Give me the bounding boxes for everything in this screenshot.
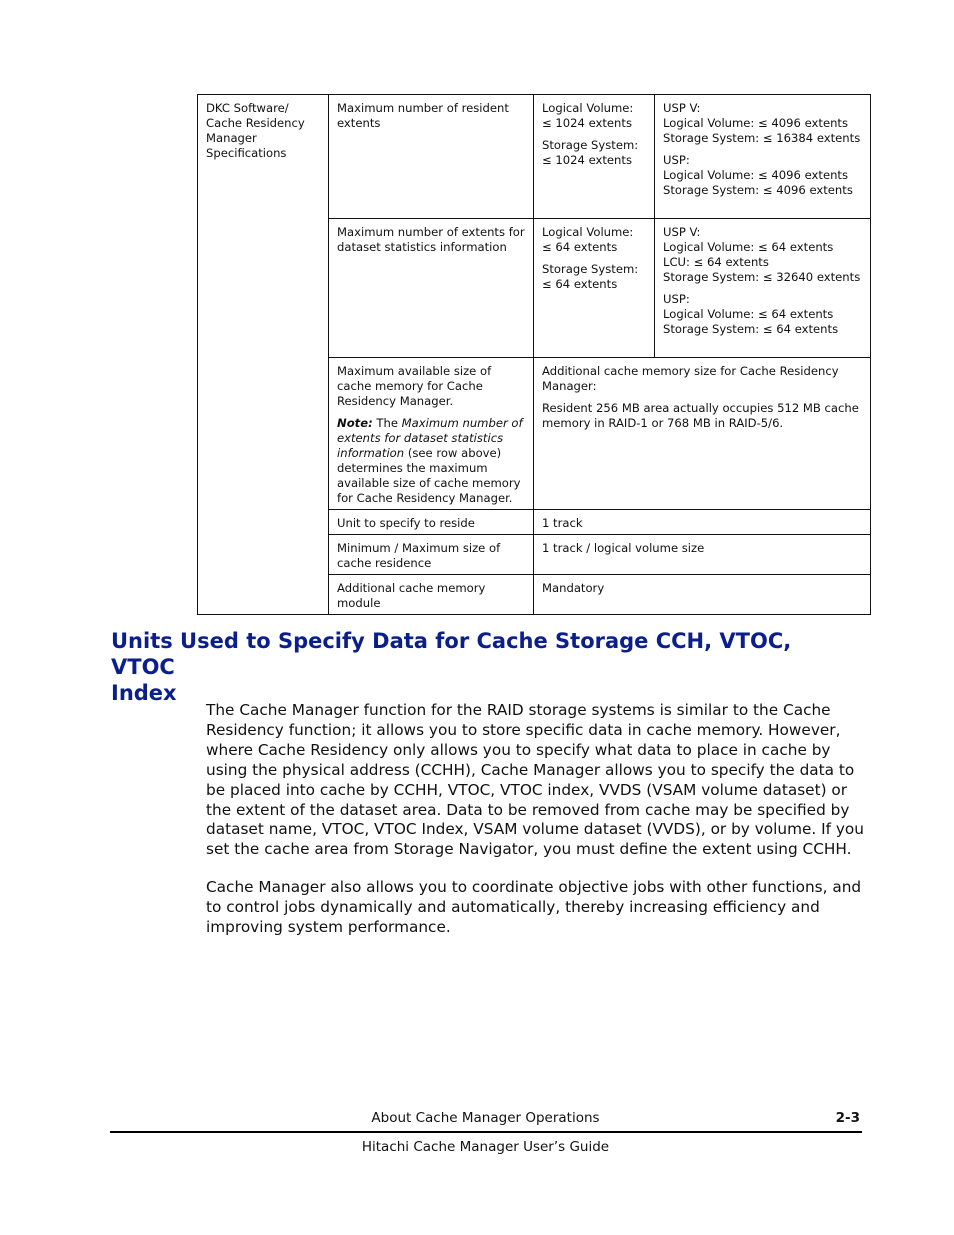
model-line: Logical Volume: ≤ 4096 extents <box>663 168 849 182</box>
note-text: (see row above) determines the maximum available size of cache memory for Cache Residency Manager. <box>337 446 521 505</box>
limit-cell <box>534 219 655 358</box>
footer-divider <box>110 1131 862 1133</box>
limit-group <box>542 101 646 131</box>
row-label: Maximum number of extents for dataset statistics information <box>337 225 525 254</box>
value-cell <box>534 510 871 535</box>
category-line: Specifications <box>206 146 287 160</box>
model-line: Storage System: ≤ 4096 extents <box>663 183 853 197</box>
model-line: Storage System: ≤ 64 extents <box>663 322 839 336</box>
category-line: Cache Residency <box>206 116 305 130</box>
limit-line: Storage System: <box>542 138 639 152</box>
value-line: Additional cache memory size for Cache Residency Manager: <box>542 364 839 393</box>
note-reference: Maximum number of extents for dataset statistics information <box>337 416 523 460</box>
value-line: 1 track <box>542 516 583 530</box>
category-cell <box>198 95 329 615</box>
row-label-cell <box>329 95 534 219</box>
row-label: Minimum / Maximum size of cache residence <box>337 541 501 570</box>
model-line: Storage System: ≤ 16384 extents <box>663 131 861 145</box>
page-number: 2-3 <box>835 1110 860 1126</box>
limit-line: Storage System: <box>542 262 639 276</box>
value-cell <box>534 535 871 575</box>
model-group <box>663 101 862 146</box>
model-line: Logical Volume: ≤ 4096 extents <box>663 116 849 130</box>
section-heading-line: Index <box>111 681 177 705</box>
footer-chapter-title: About Cache Manager Operations <box>371 1110 600 1126</box>
model-group <box>663 153 862 198</box>
limit-group <box>542 138 646 168</box>
model-line: USP: <box>663 292 690 306</box>
model-line: Logical Volume: ≤ 64 extents <box>663 240 834 254</box>
model-line: USP V: <box>663 225 701 239</box>
row-label: Unit to specify to reside <box>337 516 475 530</box>
section-heading <box>111 628 851 706</box>
specifications-table <box>197 94 871 615</box>
limit-line: ≤ 1024 extents <box>542 153 632 167</box>
limit-cell <box>534 95 655 219</box>
section-body <box>206 701 866 956</box>
limit-line: ≤ 64 extents <box>542 277 618 291</box>
value-line: 1 track / logical volume size <box>542 541 705 555</box>
body-paragraph: The Cache Manager function for the RAID storage systems is similar to the Cache Residency function; it allows you to store specific data in cache memory. However, where Cache Residency only allows you to specify what data to place in cache by using the physical address (CCHH), Cache Manager allows you to specify the data to be placed into cache by CCHH, VTOC, VTOC index, VVDS (VSAM volume dataset) or the extent of the dataset area. Data to be removed from cache may be specified by dataset name, VTOC, VTOC Index, VSAM volume dataset (VVDS), or by volume. If you set the cache area from Storage Navigator, you must define the extent using CCHH. <box>206 701 864 859</box>
body-paragraph: Cache Manager also allows you to coordinate objective jobs with other functions, and to control jobs dynamically and automatically, thereby increasing efficiency and improving system performance. <box>206 878 862 937</box>
category-line: DKC Software/ <box>206 101 289 115</box>
row-label: Maximum number of resident extents <box>337 101 509 130</box>
row-label-cell <box>329 358 534 510</box>
table-row <box>198 95 871 219</box>
row-label-cell <box>329 535 534 575</box>
limit-group <box>542 225 646 255</box>
model-line: LCU: ≤ 64 extents <box>663 255 769 269</box>
limit-group <box>542 262 646 292</box>
value-cell <box>534 575 871 615</box>
limit-line: ≤ 64 extents <box>542 240 618 254</box>
value-line: Resident 256 MB area actually occupies 512 MB cache memory in RAID-1 or 768 MB in RAID-5/6. <box>542 401 859 430</box>
model-group <box>663 292 862 337</box>
row-label: Additional cache memory module <box>337 581 486 610</box>
model-limit-cell <box>655 95 871 219</box>
value-line: Mandatory <box>542 581 605 595</box>
note-text: The <box>376 416 398 430</box>
category-line: Manager <box>206 131 257 145</box>
model-line: Storage System: ≤ 32640 extents <box>663 270 861 284</box>
footer-guide-title: Hitachi Cache Manager User’s Guide <box>361 1139 610 1155</box>
note-label: Note: <box>337 416 373 430</box>
model-line: USP: <box>663 153 690 167</box>
row-label-cell <box>329 575 534 615</box>
limit-line: Logical Volume: <box>542 225 634 239</box>
model-line: USP V: <box>663 101 701 115</box>
row-label-cell <box>329 219 534 358</box>
limit-line: Logical Volume: <box>542 101 634 115</box>
model-group <box>663 225 862 285</box>
limit-line: ≤ 1024 extents <box>542 116 632 130</box>
section-heading-line: Units Used to Specify Data for Cache Storage CCH, VTOC, VTOC <box>111 629 792 679</box>
model-line: Logical Volume: ≤ 64 extents <box>663 307 834 321</box>
model-limit-cell <box>655 219 871 358</box>
note <box>337 416 525 506</box>
row-label: Maximum available size of cache memory for Cache Residency Manager. <box>337 364 492 408</box>
value-cell <box>534 358 871 510</box>
row-label-cell <box>329 510 534 535</box>
